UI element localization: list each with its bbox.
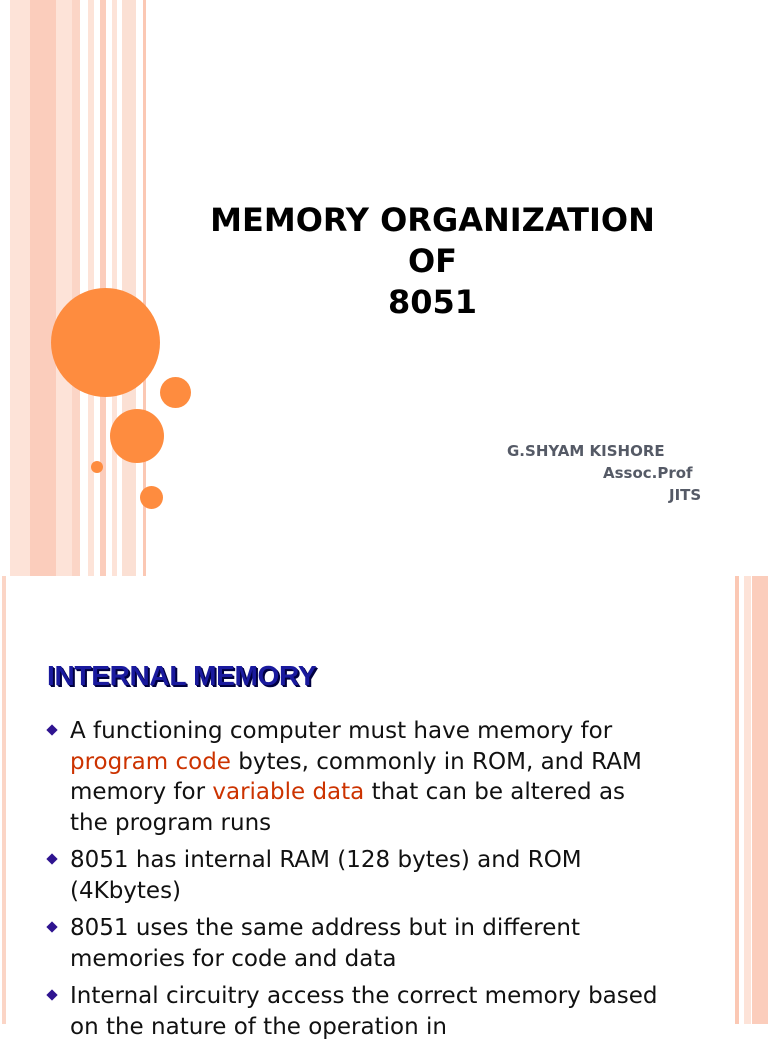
bullet-item [48,716,668,838]
slide-title [180,200,685,323]
title-line: OF [407,242,458,280]
decor-circle-small [91,461,103,473]
decor-stripe [88,0,94,576]
diamond-bullet-icon [46,921,57,932]
bullet-list [48,716,668,1049]
bullet-text: 8051 uses the same address but in different memories for code and data [70,915,580,972]
diamond-bullet-icon [46,853,57,864]
decor-circle [160,377,191,408]
decor-stripe [744,576,751,1024]
decor-stripe [72,0,80,576]
highlight-text: variable data [212,779,365,805]
diamond-bullet-icon [46,724,57,735]
decor-circle-large [51,288,160,397]
author-designation: Assoc.Prof [603,464,693,482]
highlight-text: program code [70,748,231,775]
bullet-text: A functioning computer must have memory for [70,718,613,744]
title-line: 8051 [387,283,478,321]
decor-circle [140,486,163,509]
bullet-item [48,981,668,1042]
decor-stripe-left [2,576,6,1024]
decor-stripe [735,576,739,1024]
title-line: MEMORY ORGANIZATION [210,201,655,239]
content-slide [0,576,768,1040]
bullet-text: Internal circuitry access the correct memory based on the nature of the operation in [70,983,658,1040]
author-name: G.SHYAM KISHORE [507,442,665,460]
author-institute: JITS [669,486,702,504]
bullet-item [48,913,668,974]
decor-stripe [30,0,56,576]
bullet-text: bytes, commonly in ROM, and RAM memory for [70,748,642,805]
decor-stripe [122,0,136,576]
decor-circle [110,409,164,463]
bullet-text: 8051 has internal RAM (128 bytes) and ROM (4Kbytes) [70,847,582,904]
diamond-bullet-icon [46,989,57,1000]
decor-stripe [752,576,768,1024]
slide-heading: INTERNAL MEMORY [47,660,317,691]
bullet-text: that can be altered as the program runs [70,779,626,836]
bullet-item [48,845,668,906]
